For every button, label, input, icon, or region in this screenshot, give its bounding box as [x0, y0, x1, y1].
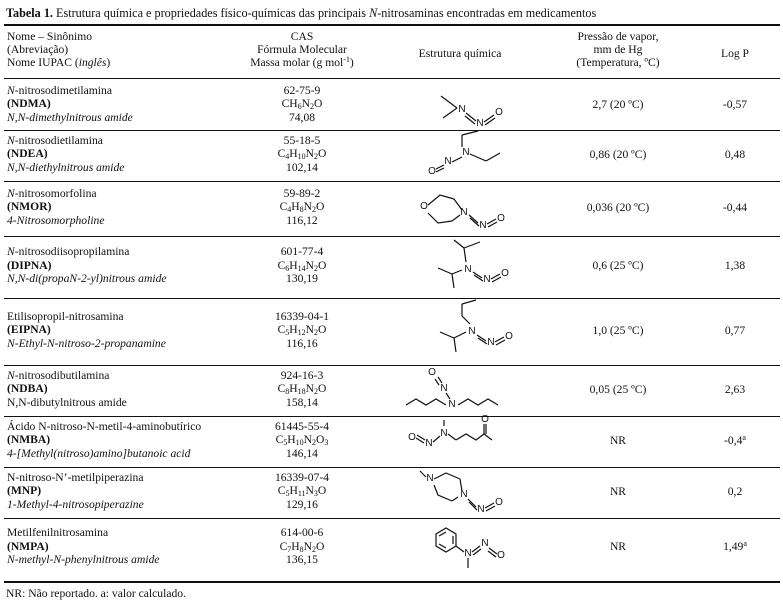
row-name-cell — [7, 369, 127, 410]
log-p-value — [700, 324, 770, 338]
header-name — [7, 30, 110, 69]
compound-name — [7, 245, 167, 259]
chemical-structure — [428, 238, 524, 299]
formula-element: O — [317, 484, 327, 497]
formula-subscript: 12 — [297, 328, 306, 337]
header-rule — [4, 78, 780, 79]
header-cas-line-3: Massa molar (g mol$^{-1}$) — [250, 55, 354, 69]
formula-element: C — [275, 433, 284, 446]
compound-name-prefix: N — [7, 368, 15, 382]
formula-subscript: 11 — [297, 489, 306, 498]
nitrogen-label: N — [462, 147, 470, 158]
formula-subscript: 10 — [295, 438, 304, 447]
row-cas-cell — [227, 526, 377, 567]
formula-element: N — [303, 539, 313, 553]
row-name-cell — [7, 420, 201, 461]
cas-number: 614-00-6 — [280, 526, 324, 539]
formula-element: H — [291, 200, 300, 213]
structure-bond — [439, 532, 446, 536]
structure-bond — [440, 332, 454, 338]
formula-element: C — [277, 382, 286, 395]
log-p-number: 2,63 — [724, 382, 746, 396]
header-name-line-2: (Abreviação) — [7, 43, 69, 56]
cas-number: 601-77-4 — [280, 245, 324, 258]
formula-subscript: 5 — [285, 489, 290, 498]
compound-iupac-name: 4-[Methyl(nitroso)amino]butanoic acid — [7, 446, 191, 460]
molar-mass: 116,16 — [286, 336, 318, 350]
oxygen-label: O — [495, 107, 503, 118]
compound-name — [7, 420, 201, 434]
compound-abbreviation: (NDEA) — [7, 147, 48, 160]
vapor-pressure: 0,86 (20 ºC) — [589, 147, 647, 161]
structure-drawing — [431, 88, 527, 131]
formula-element: C — [277, 323, 286, 336]
formula-subscript: 2 — [314, 152, 319, 161]
structure-bond — [465, 116, 475, 124]
structure-bond — [434, 485, 452, 501]
nitrogen-label: N — [487, 337, 495, 348]
row-name-cell — [7, 310, 166, 351]
header-vapor-line-1: Pressão de vapor, — [577, 30, 659, 43]
compound-name-rest: Ácido N-nitroso-N-metil-4-aminobutírico — [7, 419, 202, 433]
header-cas-line-1: CAS — [290, 30, 314, 43]
structure-bond — [484, 434, 492, 440]
row-name-cell — [7, 245, 167, 286]
formula-subscript: 10 — [297, 152, 306, 161]
chemical-structure — [414, 469, 510, 519]
formula-subscript: 2 — [314, 328, 319, 337]
chemical-structure — [416, 185, 512, 239]
vapor-pressure: 1,0 (25 ºC) — [592, 323, 644, 337]
log-p-number: 1,49 — [723, 540, 744, 553]
cas-number: 16339-04-1 — [274, 309, 330, 323]
formula-element: N — [305, 484, 314, 497]
compound-name-rest: -nitrosodiisopropilamina — [14, 245, 130, 258]
structure-bond — [435, 379, 439, 385]
formula-element: H — [291, 539, 300, 553]
compound-iupac-name: 1-Methyl-4-nitrosopiperazine — [7, 497, 144, 511]
header-name-line-1: Nome – Sinônimo — [7, 30, 93, 43]
row-separator — [4, 365, 780, 366]
structure-bond — [434, 473, 460, 479]
header-cas-line-2: Fórmula Molecular — [257, 43, 347, 56]
structure-bond — [466, 113, 476, 121]
log-p-value — [700, 259, 770, 273]
nitrogen-label: N — [464, 548, 472, 559]
oxygen-label: O — [495, 497, 503, 508]
molecular-formula — [227, 147, 377, 161]
nitrogen-label: N — [448, 399, 456, 410]
structure-bond — [441, 96, 457, 108]
formula-element: O — [316, 200, 325, 213]
log-p-number: 0,48 — [724, 147, 746, 161]
vapor-pressure: 0,036 (20 ºC) — [586, 200, 650, 214]
structure-bond — [470, 154, 486, 161]
compound-iupac-name: N,N-dimethylnitrous amide — [7, 110, 133, 124]
molar-mass: 116,12 — [286, 213, 318, 227]
structure-bond — [462, 316, 470, 324]
log-p-number: -0,44 — [722, 200, 748, 214]
structure-bond — [452, 157, 462, 162]
formula-element: H — [289, 147, 298, 160]
molecular-formula — [227, 323, 377, 337]
nitrogen-label: N — [444, 156, 452, 167]
nitrogen-label: N — [440, 383, 448, 394]
row-cas-cell — [227, 369, 377, 410]
formula-element: H — [289, 258, 298, 272]
header-vapor — [548, 30, 688, 69]
formula-subscript: 4 — [287, 205, 292, 214]
cas-number: 61445-55-4 — [274, 419, 330, 433]
structure-drawing — [424, 522, 520, 576]
structure-bond — [428, 195, 454, 205]
vapor-pressure: NR — [609, 433, 627, 447]
caption-text-2: -nitrosaminas encontradas em medicamentos — [377, 6, 597, 20]
compound-name-rest: N-nitroso-N’-metilpiperazina — [7, 470, 144, 484]
compound-name-rest: Etilisopropil-nitrosamina — [7, 309, 124, 323]
compound-abbreviation: (NMBA) — [7, 433, 51, 446]
compound-name — [7, 134, 124, 148]
row-separator — [4, 416, 780, 417]
formula-element: N — [305, 258, 315, 272]
log-p-number: -0,57 — [722, 97, 748, 111]
header-logp: Log P — [720, 47, 750, 60]
row-separator — [4, 518, 780, 519]
formula-subscript: 2 — [314, 263, 319, 273]
nitrogen-label: N — [476, 118, 484, 129]
compound-abbreviation: (NDMA) — [7, 97, 51, 110]
header-structure: Estrutura química — [418, 47, 502, 60]
compound-iupac-name: N,N-dibutylnitrous amide — [7, 395, 127, 409]
cas-number: 62-75-9 — [283, 83, 321, 97]
structure-bond — [448, 434, 456, 440]
structure-bond — [454, 338, 456, 352]
log-p-value — [700, 485, 770, 499]
header-vapor-line-2: mm de Hg — [593, 43, 643, 56]
structure-bond — [454, 240, 464, 248]
structure-drawing — [414, 469, 510, 514]
structure-drawing — [428, 238, 524, 294]
formula-subscript: 8 — [285, 387, 290, 396]
formula-element: O — [314, 97, 323, 110]
table-footnote: NR: Não reportado. a: valor calculado. — [6, 587, 186, 600]
nitrogen-label: N — [468, 326, 476, 337]
log-p-number: 0,2 — [727, 484, 743, 498]
formula-element: N — [305, 147, 315, 160]
molar-mass: 130,19 — [286, 272, 318, 285]
formula-element: N — [303, 433, 313, 446]
structure-drawing — [408, 414, 508, 463]
formula-element: N — [301, 97, 311, 110]
structure-bond — [452, 215, 460, 221]
compound-name-rest: -nitrosodibutilamina — [14, 368, 110, 382]
formula-subscript: 2 — [312, 438, 317, 447]
compound-name — [7, 471, 144, 485]
oxygen-label: O — [505, 331, 513, 342]
chemical-structure — [432, 302, 528, 368]
compound-iupac-name: N-Ethyl-N-nitroso-2-propanamine — [7, 336, 166, 350]
formula-element: O — [316, 433, 325, 446]
formula-subscript: 5 — [283, 438, 288, 447]
caption-text-1: Estrutura química e propriedades físico-químicas das principais — [52, 6, 370, 20]
formula-subscript: 7 — [287, 544, 292, 554]
formula-subscript: 4 — [285, 152, 290, 161]
structure-drawing — [416, 185, 512, 234]
structure-bond — [462, 300, 476, 304]
formula-subscript: 6 — [285, 263, 290, 273]
chemical-structure — [408, 369, 504, 419]
row-name-cell — [7, 187, 104, 228]
row-cas-cell — [227, 84, 377, 125]
formula-element: C — [279, 200, 288, 213]
oxygen-label: O — [428, 367, 436, 378]
oxygen-label: O — [420, 201, 428, 212]
log-p-value — [700, 201, 770, 215]
compound-name-rest: -nitrosodimetilamina — [14, 83, 112, 97]
cas-number: 16339-07-4 — [274, 470, 330, 484]
compound-name-rest: -nitrosodietilamina — [14, 133, 103, 147]
header-cas — [227, 30, 377, 69]
compound-iupac-name: N-methyl-N-phenylnitrous amide — [7, 553, 160, 566]
row-separator — [4, 130, 780, 131]
structure-bond — [433, 436, 440, 442]
table-caption — [6, 6, 596, 21]
structure-bond — [462, 131, 478, 135]
structure-bond — [464, 248, 466, 262]
molar-mass: 74,08 — [288, 110, 316, 124]
compound-abbreviation: (NMOR) — [7, 200, 52, 213]
header-vapor-line-3: (Temperatura, ºC) — [576, 56, 660, 69]
compound-abbreviation: (NDBA) — [7, 382, 48, 395]
row-cas-cell — [227, 134, 377, 175]
formula-element: O — [318, 382, 327, 395]
structure-bond — [438, 268, 452, 274]
nitrogen-label: N — [425, 438, 433, 449]
row-separator — [4, 181, 780, 182]
structure-bond — [456, 434, 484, 440]
formula-element: H — [287, 433, 296, 446]
chemical-structure — [431, 88, 527, 136]
nitrogen-label: N — [458, 104, 466, 115]
formula-element: H — [289, 97, 298, 110]
molar-mass: 146,14 — [286, 446, 318, 460]
formula-subscript: 5 — [285, 328, 290, 337]
nitrogen-label: N — [440, 428, 448, 439]
row-name-cell — [7, 134, 124, 175]
compound-name-rest: Metilfenilnitrosamina — [7, 526, 109, 539]
log-p-value — [700, 540, 770, 554]
formula-subscript: 6 — [297, 102, 302, 111]
chemical-structure — [424, 522, 520, 581]
row-name-cell — [7, 526, 160, 567]
structure-bond — [406, 399, 446, 405]
structure-bond — [452, 497, 458, 501]
vapor-pressure: NR — [609, 540, 627, 553]
structure-bond — [458, 399, 498, 405]
cas-number: 55-18-5 — [283, 133, 321, 147]
formula-element: O — [318, 147, 327, 160]
nitrogen-label: N — [464, 264, 472, 275]
cas-number: 924-16-3 — [280, 368, 324, 382]
log-p-value — [700, 98, 770, 112]
formula-subscript: 14 — [297, 263, 306, 273]
vapor-pressure: 0,05 (25 ºC) — [589, 382, 647, 396]
structure-drawing — [430, 131, 526, 176]
oxygen-label: O — [428, 166, 436, 177]
log-p-number: 1,38 — [724, 259, 746, 272]
structure-bond — [486, 153, 500, 161]
formula-element: O — [318, 258, 327, 272]
log-p-value — [700, 434, 770, 448]
compound-iupac-name: N,N-di(propaN-2-yl)nitrous amide — [7, 272, 167, 285]
log-p-footnote-mark: a — [742, 432, 746, 442]
formula-subscript: 8 — [299, 205, 304, 214]
molecular-formula — [227, 484, 377, 498]
log-p-value — [700, 148, 770, 162]
row-separator — [4, 467, 780, 468]
compound-name — [7, 84, 133, 98]
structure-bond — [428, 213, 452, 223]
log-p-footnote-mark: a — [743, 539, 747, 548]
oxygen-label: O — [481, 414, 489, 425]
nitrogen-label: N — [477, 504, 485, 515]
row-cas-cell — [227, 245, 377, 286]
vapor-pressure: NR — [609, 484, 627, 498]
nitrogen-label: N — [483, 274, 491, 285]
compound-name-prefix: N — [7, 133, 15, 147]
chemical-structure — [430, 131, 526, 181]
compound-name-prefix: N — [7, 186, 15, 200]
molecular-formula — [227, 540, 377, 554]
formula-subscript: 3 — [324, 438, 329, 447]
nitrogen-label: N — [481, 538, 489, 549]
oxygen-label: O — [497, 550, 505, 561]
compound-name — [7, 526, 160, 540]
compound-abbreviation: (DIPNA) — [7, 258, 52, 272]
structure-bond — [484, 115, 494, 122]
nitrogen-label: N — [426, 473, 434, 484]
formula-subscript: 18 — [297, 387, 306, 396]
row-name-cell — [7, 84, 133, 125]
row-cas-cell — [227, 310, 377, 351]
structure-bond — [485, 118, 495, 125]
top-rule — [4, 24, 780, 26]
caption-label: Tabela 1. — [6, 6, 53, 20]
row-name-cell — [7, 471, 144, 512]
oxygen-label: O — [501, 268, 509, 279]
formula-subscript: 2 — [312, 544, 317, 554]
nitrogen-label: N — [460, 207, 468, 218]
chemical-structure — [408, 414, 508, 468]
formula-subscript: 3 — [313, 489, 318, 498]
structure-bond — [452, 270, 462, 274]
structure-bond — [443, 108, 457, 118]
structure-bond — [439, 544, 446, 548]
formula-element: C — [279, 539, 288, 553]
compound-name-prefix: N — [7, 245, 15, 258]
nitrogen-label: N — [479, 220, 487, 231]
formula-element: C — [281, 97, 290, 110]
structure-bond — [420, 471, 426, 477]
row-cas-cell — [227, 187, 377, 228]
log-p-value — [700, 383, 770, 397]
molecular-formula — [227, 259, 377, 273]
row-separator — [4, 236, 780, 237]
vapor-pressure: 0,6 (25 ºC) — [592, 259, 644, 272]
row-cas-cell — [227, 420, 377, 461]
molar-mass: 129,16 — [286, 497, 318, 511]
header-name-line-3: Nome IUPAC (inglês) — [7, 56, 111, 69]
compound-iupac-name: 4-Nitrosomorpholine — [7, 213, 105, 227]
structure-bond — [454, 332, 466, 338]
nitrogen-label: N — [460, 489, 468, 500]
cas-number: 59-89-2 — [283, 186, 321, 200]
row-cas-cell — [227, 471, 377, 512]
formula-element: C — [277, 147, 286, 160]
row-separator — [4, 298, 780, 299]
compound-name — [7, 369, 127, 383]
log-p-number: 0,77 — [724, 323, 746, 337]
compound-iupac-name: N,N-diethylnitrous amide — [7, 160, 125, 174]
compound-name-prefix: N — [7, 83, 15, 97]
oxygen-label: O — [497, 213, 505, 224]
compound-abbreviation: (NMPA) — [7, 539, 49, 553]
formula-element: H — [289, 484, 298, 497]
structure-drawing — [432, 302, 528, 363]
molecular-formula — [227, 433, 377, 447]
compound-name — [7, 310, 166, 324]
molar-mass: 102,14 — [286, 160, 318, 174]
molecular-formula — [227, 200, 377, 214]
formula-subscript: 2 — [312, 205, 317, 214]
log-p-number: -0,4 — [724, 433, 743, 447]
formula-element: C — [277, 258, 286, 272]
formula-element: O — [316, 539, 325, 553]
molecular-formula — [227, 382, 377, 396]
structure-bond — [452, 274, 454, 288]
compound-name-rest: -nitrosomorfolina — [14, 186, 97, 200]
molecular-formula — [227, 97, 377, 111]
compound-name — [7, 187, 104, 201]
compound-abbreviation: (EIPNA) — [7, 323, 51, 336]
formula-subscript: 2 — [310, 102, 315, 111]
formula-element: C — [277, 484, 286, 497]
formula-element: H — [289, 382, 298, 395]
structure-drawing — [408, 369, 504, 414]
formula-element: N — [305, 382, 315, 395]
formula-element: N — [305, 323, 315, 336]
caption-italic: N — [369, 6, 378, 20]
formula-subscript: 8 — [299, 544, 304, 554]
structure-bond — [464, 242, 480, 248]
structure-bond — [456, 546, 464, 552]
vapor-pressure: 2,7 (20 ºC) — [592, 97, 644, 111]
formula-subscript: 2 — [314, 387, 319, 396]
formula-element: N — [303, 200, 313, 213]
formula-element: O — [318, 323, 327, 336]
formula-element: H — [289, 323, 298, 336]
bottom-rule — [4, 581, 780, 583]
molar-mass: 136,15 — [286, 553, 318, 566]
oxygen-label: O — [408, 432, 416, 443]
molar-mass: 158,14 — [286, 395, 318, 409]
compound-abbreviation: (MNP) — [7, 484, 42, 497]
